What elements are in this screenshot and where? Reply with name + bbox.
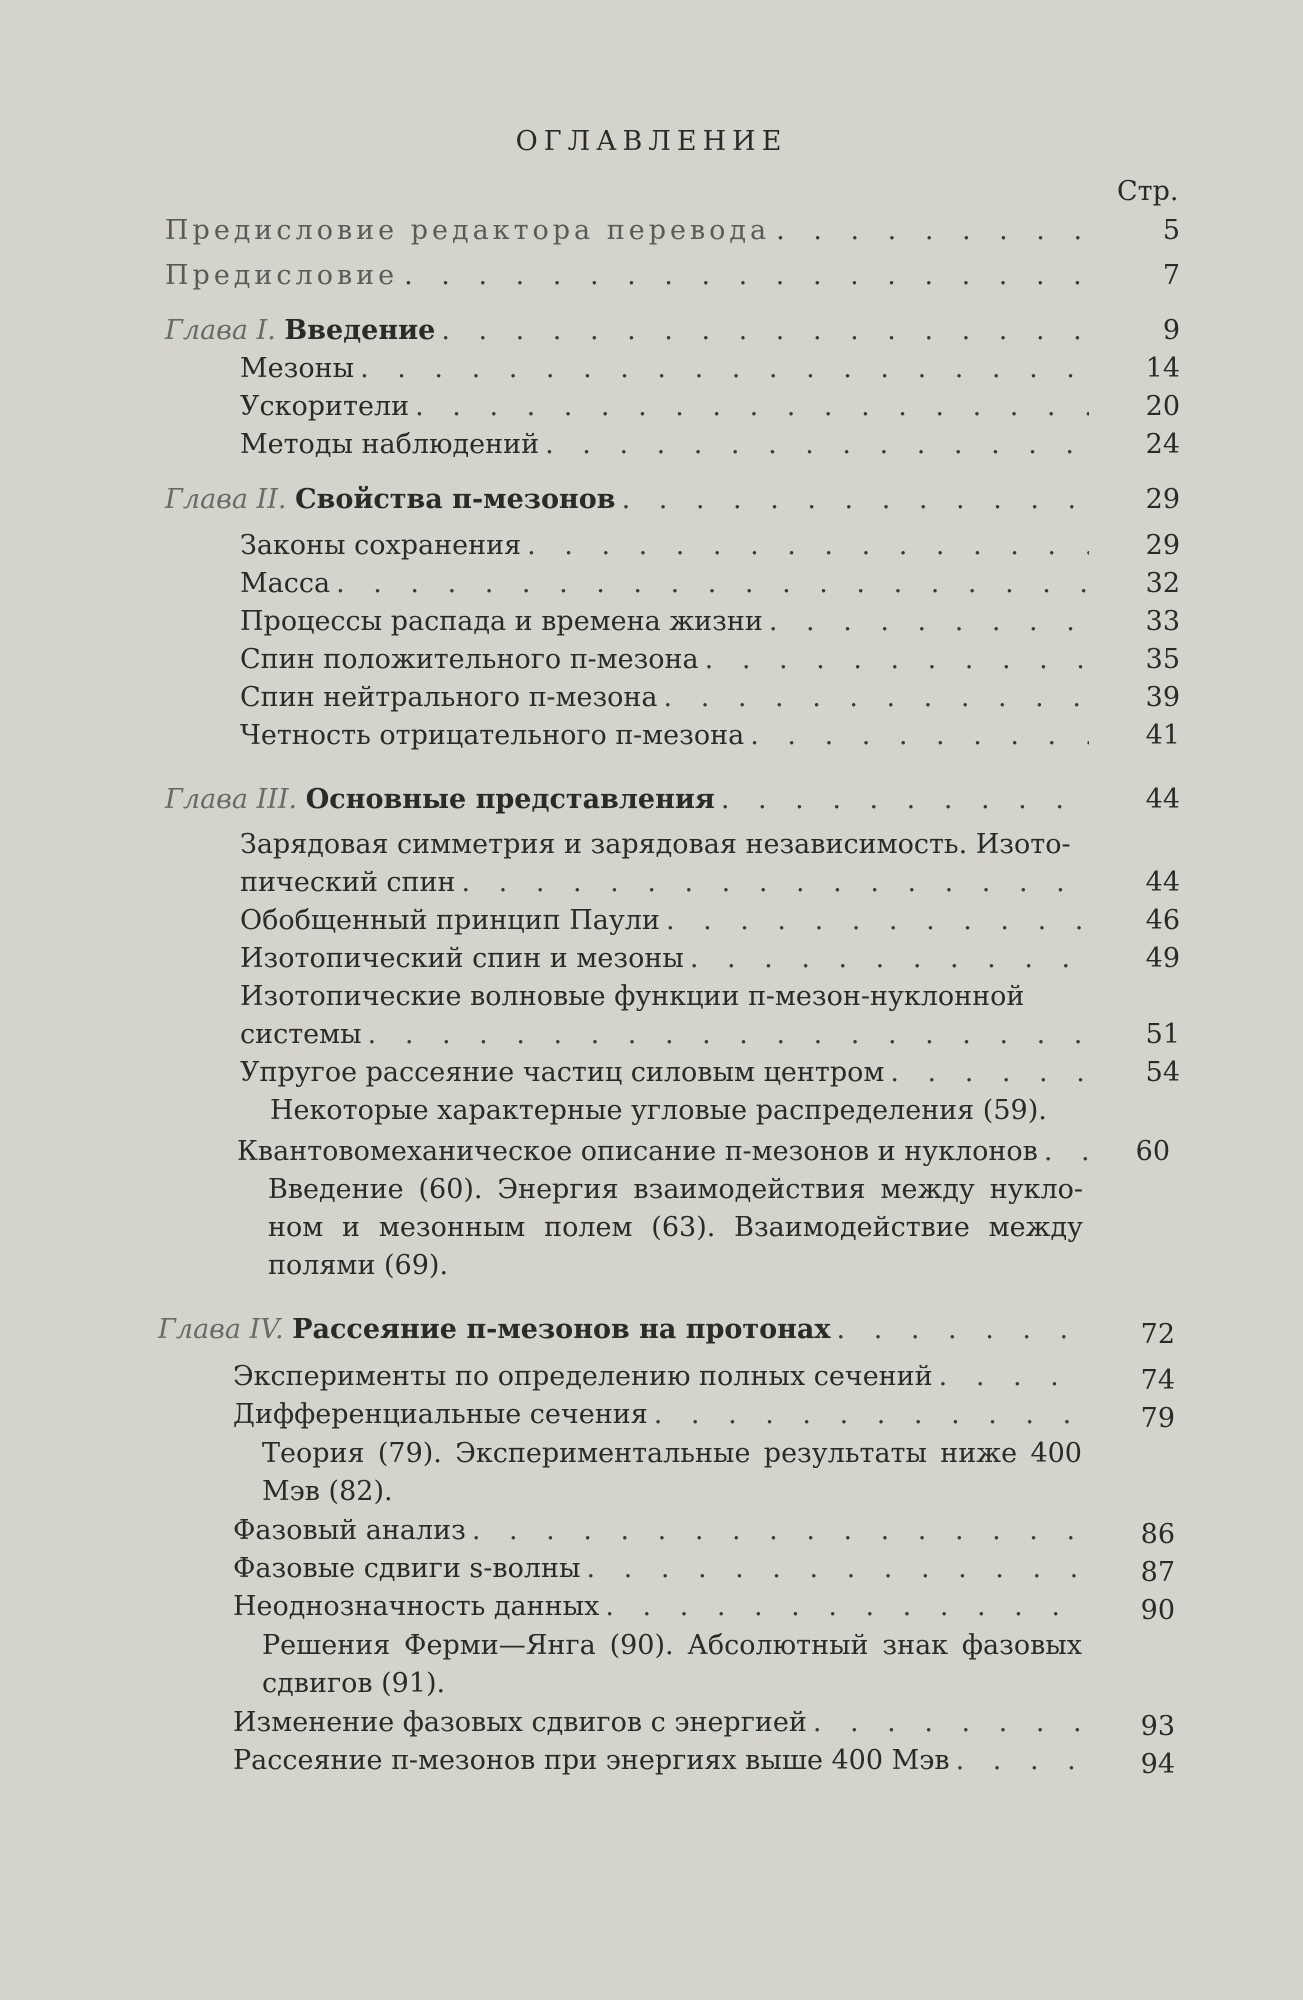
page-number: 93 — [1140, 1711, 1175, 1742]
dot-leader — [545, 426, 1089, 464]
dot-leader — [404, 257, 1089, 295]
dot-leader — [769, 603, 1089, 641]
dot-leader — [690, 940, 1089, 978]
dot-leader — [336, 565, 1089, 603]
toc-entry: Изотопические волновые функции π-мезон-нуклонной — [240, 981, 1025, 1012]
dot-leader — [750, 717, 1089, 755]
toc-entry: Неоднозначность данных . . . — [233, 1588, 1095, 1626]
chapter-entry: Глава I. Введение . . . — [165, 312, 1095, 350]
page-column-label: Стр. — [1117, 176, 1179, 207]
toc-entry: пический спин . . . — [240, 864, 1095, 902]
toc-entry: Методы наблюдений . . . — [240, 426, 1095, 464]
page-number: 60 — [1135, 1136, 1170, 1167]
toc-entry: Ускорители . . . — [240, 388, 1095, 426]
toc-entry: Упругое рассеяние частиц силовым центром . . . — [240, 1054, 1095, 1092]
dot-leader — [415, 388, 1089, 426]
page-number: 20 — [1145, 391, 1180, 422]
dot-leader — [837, 1311, 1089, 1349]
page-number: 9 — [1162, 315, 1180, 346]
dot-leader — [1044, 1133, 1089, 1171]
page-title: ОГЛАВЛЕНИЕ — [515, 126, 788, 157]
dot-leader — [705, 641, 1089, 679]
toc-entry: Дифференциальные сечения . . . — [233, 1396, 1095, 1434]
toc-entry: Изменение фазовых сдвигов с энергией . . . — [233, 1704, 1095, 1742]
page-number: 79 — [1140, 1403, 1175, 1434]
toc-entry: Законы сохранения . . . — [240, 527, 1095, 565]
dot-leader — [462, 864, 1090, 902]
subsection-note: Некоторые характерные угловые распределения (59). — [270, 1095, 1047, 1126]
toc-entry: Фазовый анализ . . . — [233, 1512, 1095, 1550]
dot-leader — [605, 1588, 1089, 1626]
page-number: 49 — [1145, 943, 1180, 974]
dot-leader — [622, 481, 1089, 519]
page-number: 29 — [1145, 484, 1180, 515]
toc-entry: Рассеяние π-мезонов при энергиях выше 400 Мэв . . . — [233, 1742, 1095, 1780]
dot-leader — [586, 1550, 1089, 1588]
toc-entry: Фазовые сдвиги s-волны . . . — [233, 1550, 1095, 1588]
page-number: 51 — [1145, 1019, 1180, 1050]
toc-entry: Четность отрицательного π-мезона . . . — [240, 717, 1095, 755]
toc-entry: системы . . . — [240, 1016, 1095, 1054]
page-number: 72 — [1140, 1319, 1175, 1350]
page-number: 86 — [1140, 1519, 1175, 1550]
toc-entry: Спин нейтрального π-мезона . . . — [240, 679, 1095, 717]
dot-leader — [527, 527, 1089, 565]
dot-leader — [939, 1358, 1089, 1396]
dot-leader — [472, 1512, 1089, 1550]
page-number: 90 — [1140, 1595, 1175, 1626]
dot-leader — [654, 1396, 1089, 1434]
toc-entry: Квантовомеханическое описание π-мезонов и нуклонов . . . — [237, 1133, 1095, 1171]
page-number: 74 — [1140, 1365, 1175, 1396]
toc-entry: Изотопический спин и мезоны . . . — [240, 940, 1095, 978]
page-number: 94 — [1140, 1749, 1175, 1780]
page-number: 32 — [1145, 568, 1180, 599]
dot-leader — [721, 781, 1089, 819]
dot-leader — [956, 1742, 1089, 1780]
page-number: 5 — [1162, 215, 1180, 246]
subsection-note: Введение (60). Энергия взаимодействия между нукло- ном и мезонным полем (63). Взаимодействие между полями (69). — [268, 1174, 1083, 1281]
page-number: 46 — [1145, 905, 1180, 936]
page-number: 24 — [1145, 429, 1180, 460]
dot-leader — [776, 212, 1089, 250]
page-number: 33 — [1145, 606, 1180, 637]
toc-entry: Масса . . . — [240, 565, 1095, 603]
page-number: 29 — [1145, 530, 1180, 561]
chapter-entry: Глава II. Свойства π-мезонов . . . — [165, 481, 1095, 519]
toc-entry: Мезоны . . . — [240, 350, 1095, 388]
page-number: 44 — [1145, 867, 1180, 898]
toc-entry: Спин положительного π-мезона . . . — [240, 641, 1095, 679]
chapter-entry: Глава IV. Рассеяние π-мезонов на протонах . . . — [158, 1311, 1095, 1349]
page-number: 39 — [1145, 682, 1180, 713]
page-number: 87 — [1140, 1557, 1175, 1588]
toc-entry: Эксперименты по определению полных сечений . . . — [233, 1358, 1095, 1396]
page-number: 44 — [1145, 784, 1180, 815]
page-number: 7 — [1162, 260, 1180, 291]
toc-entry: Процессы распада и времена жизни . . . — [240, 603, 1095, 641]
toc-entry: Предисловие . . . — [165, 257, 1095, 295]
subsection-note: Теория (79). Экспериментальные результаты ниже 400 Мэв (82). — [262, 1438, 1082, 1507]
chapter-entry: Глава III. Основные представления . . . — [165, 781, 1095, 819]
toc-entry: Обобщенный принцип Паули . . . — [240, 902, 1095, 940]
page-number: 14 — [1145, 353, 1180, 384]
dot-leader — [813, 1704, 1089, 1742]
toc-entry: Предисловие редактора перевода . . . — [165, 212, 1095, 250]
dot-leader — [664, 679, 1089, 717]
dot-leader — [360, 350, 1089, 388]
dot-leader — [666, 902, 1089, 940]
toc-entry: Зарядовая симметрия и зарядовая независимость. Изото- — [240, 829, 1071, 860]
dot-leader — [890, 1054, 1089, 1092]
page-number: 54 — [1145, 1057, 1180, 1088]
subsection-note: Решения Ферми—Янга (90). Абсолютный знак фазовых сдвигов (91). — [262, 1630, 1082, 1699]
dot-leader — [441, 312, 1089, 350]
dot-leader — [368, 1016, 1089, 1054]
page-number: 41 — [1145, 720, 1180, 751]
page-number: 35 — [1145, 644, 1180, 675]
